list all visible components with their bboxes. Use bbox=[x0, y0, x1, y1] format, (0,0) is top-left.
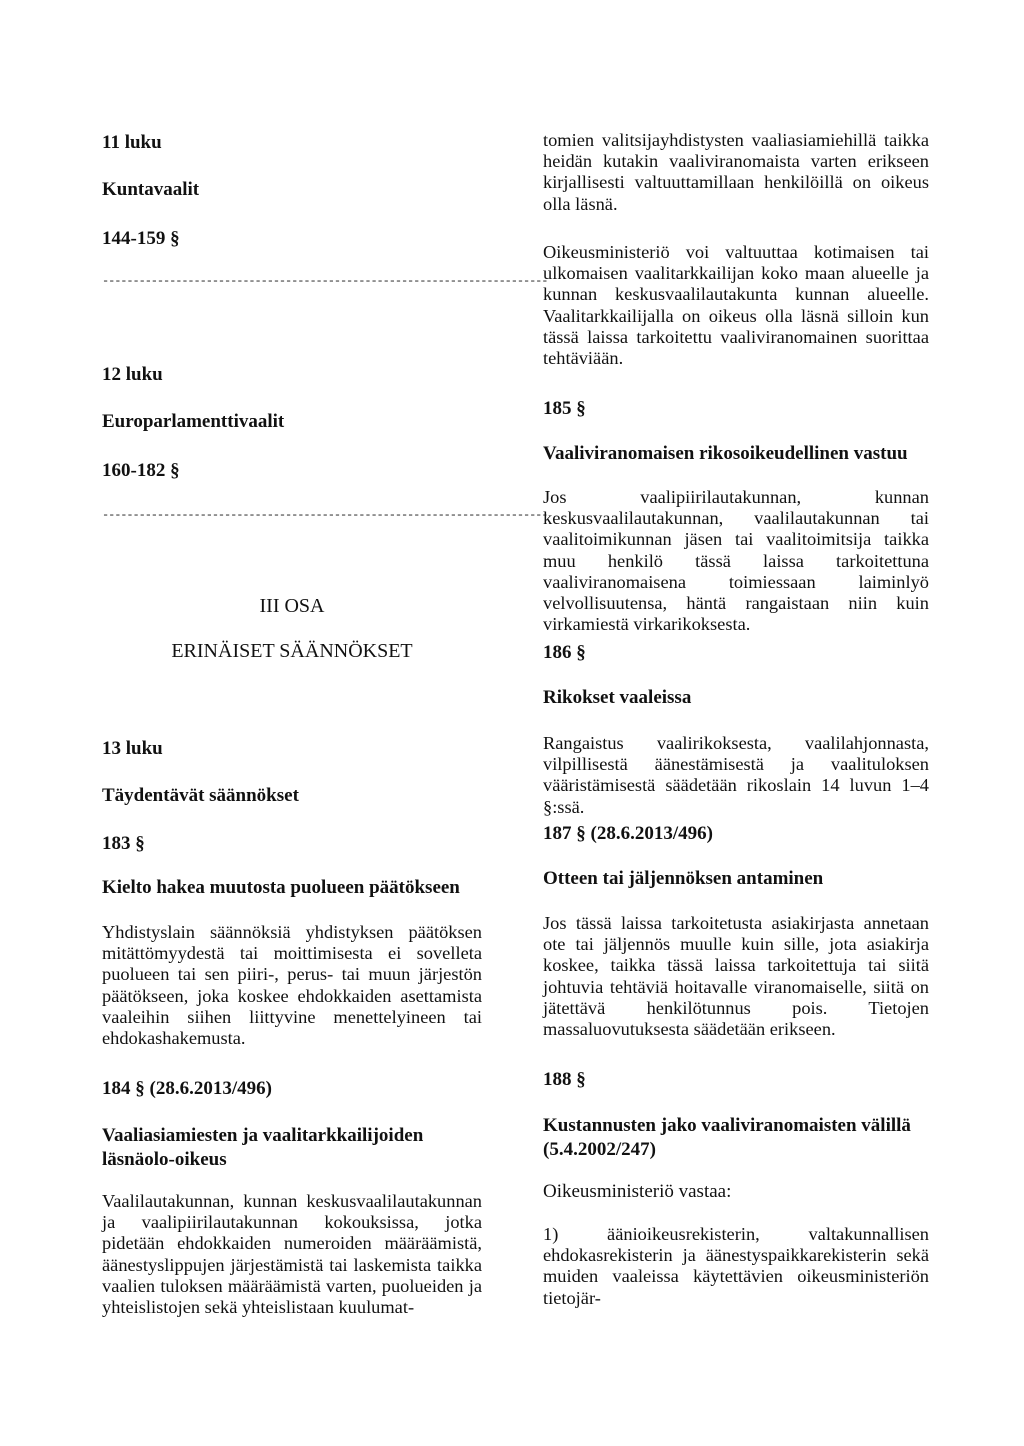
section-188-item-1: 1) äänioikeusrekisterin, valtakunnallisen ehdokasrekisterin ja äänestyspaikkarekisterin sekä muiden vaaleissa käytettävien oikeusministeriön tietojär- bbox=[543, 1224, 929, 1308]
section-184-paragraph-2: Oikeusministeriö voi valtuuttaa kotimaisen tai ulkomaisen vaalitarkkailijan koko maan alueelle ja kunnan keskusvaalilautakunta kunnan alueelle. Vaalitarkkailijalla on oikeus olla läsnä silloin kun tässä laissa tarkoitettu vaaliviranomainen suorittaa tehtäviään. bbox=[543, 242, 929, 369]
section-183-title: Kielto hakea muutosta puolueen päätökseen bbox=[102, 877, 460, 898]
section-183-text: Yhdistyslain säännöksiä yhdistyksen päätöksen mitättömyydestä tai moittimisesta ei sovelleta puolueen tai sen piiri-, perus- tai muun järjestön päätökseen, joka koskee ehdokkaiden asettamista vaaleihin siihen liittyvine menettelyineen tai ehdokashakemusta. bbox=[102, 922, 482, 1049]
section-186-text: Rangaistus vaalirikoksesta, vaalilahjonnasta, vilpillisestä äänestämisestä ja vaalituloksen vääristämisestä säädetään rikoslain 14 luvun 1–4 §:ssä. bbox=[543, 733, 929, 817]
section-187-number: 187 § (28.6.2013/496) bbox=[543, 823, 713, 844]
separator-line: ------------------------------------------------------------------------- bbox=[102, 274, 548, 288]
chapter-13-title: Täydentävät säännökset bbox=[102, 785, 299, 806]
separator-line: ------------------------------------------------------------------------- bbox=[102, 508, 548, 522]
section-185-text: Jos vaalipiirilautakunnan, kunnan keskusvaalilautakunnan, vaalilautakunnan tai vaalitoimikunnan jäsen tai vaalitoimitsija taikka muu henkilö tässä laissa tarkoitettuna vaaliviranomaisena toimiessaan laiminlyö velvollisuutensa, häntä rangaistaan niin kuin virkamiestä virkarikoksesta. bbox=[543, 487, 929, 635]
chapter-11-heading: 11 luku bbox=[102, 132, 162, 153]
section-184-number: 184 § (28.6.2013/496) bbox=[102, 1078, 272, 1099]
chapter-13-heading: 13 luku bbox=[102, 738, 163, 759]
section-186-number: 186 § bbox=[543, 642, 586, 663]
section-187-title: Otteen tai jäljennöksen antaminen bbox=[543, 868, 824, 889]
section-184-text-continued: tomien valitsijayhdistysten vaaliasiamiehillä taikka heidän kutakin vaaliviranomaista varten erikseen kirjallisesti valtuuttamillaan henkilöillä on oikeus olla läsnä. bbox=[543, 130, 929, 214]
section-188-number: 188 § bbox=[543, 1069, 586, 1090]
section-188-title: Kustannusten jako vaaliviranomaisten välillä (5.4.2002/247) bbox=[543, 1115, 911, 1160]
chapter-12-heading: 12 luku bbox=[102, 364, 163, 385]
section-184-title: Vaaliasiamiesten ja vaalitarkkailijoiden läsnäolo-oikeus bbox=[102, 1125, 424, 1170]
chapter-11-section-range: 144-159 § bbox=[102, 228, 180, 249]
section-184-text: Vaalilautakunnan, kunnan keskusvaalilautakunnan ja vaalipiirilautakunnan kokouksissa, jotka pidetään ehdokkaiden numeroiden määräämistä, äänestyslippujen järjestämistä tai laskemista taikka vaalien tuloksen määräämistä varten, puolueiden ja yhteislistojen sekä yhteislistaan kuulumat- bbox=[102, 1191, 482, 1318]
chapter-12-title: Europarlamenttivaalit bbox=[102, 411, 285, 432]
chapter-11-title: Kuntavaalit bbox=[102, 179, 200, 200]
section-185-title: Vaaliviranomaisen rikosoikeudellinen vastuu bbox=[543, 443, 908, 464]
part-title: ERINÄISET SÄÄNNÖKSET bbox=[171, 640, 413, 662]
section-186-title: Rikokset vaaleissa bbox=[543, 687, 692, 708]
part-heading: III OSA bbox=[259, 595, 325, 617]
section-183-number: 183 § bbox=[102, 833, 145, 854]
section-187-text: Jos tässä laissa tarkoitetusta asiakirjasta annetaan ote tai jäljennös muulle kuin sille, jota asiakirja koskee, taikka tässä laissa tarkoitettuja tai siitä johtuvia tehtäviä hoitavalle viranomaiselle, siitä on jätettävä henkilötunnus pois. Tietojen massaluovutuksesta säädetään erikseen. bbox=[543, 913, 929, 1040]
chapter-12-section-range: 160-182 § bbox=[102, 460, 180, 481]
section-185-number: 185 § bbox=[543, 398, 586, 419]
section-188-intro: Oikeusministeriö vastaa: bbox=[543, 1181, 732, 1202]
